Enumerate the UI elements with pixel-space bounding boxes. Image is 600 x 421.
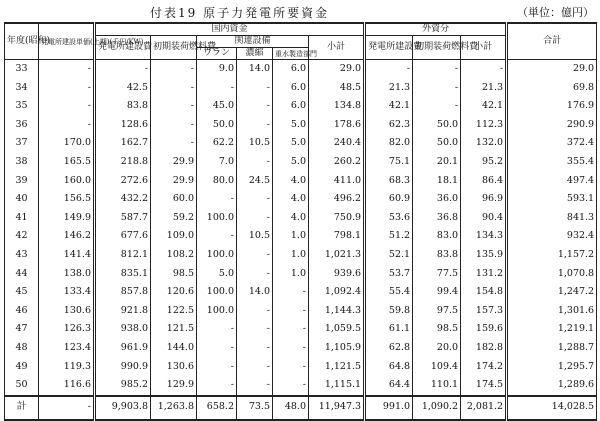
value-cell: 1,219.1 xyxy=(507,320,597,339)
value-cell: 182.8 xyxy=(461,339,507,358)
value-cell: 1.0 xyxy=(273,265,309,284)
value-cell: - xyxy=(151,60,197,79)
value-cell: 1,121.5 xyxy=(309,358,365,377)
value-cell: 497.4 xyxy=(507,172,597,191)
value-cell: 112.3 xyxy=(461,116,507,135)
value-cell: 77.5 xyxy=(413,265,461,284)
value-cell: - xyxy=(151,79,197,98)
value-cell: 932.4 xyxy=(507,227,597,246)
year-cell: 46 xyxy=(5,302,39,321)
value-cell: 149.9 xyxy=(39,209,95,228)
value-cell: 162.7 xyxy=(95,134,151,153)
value-cell: - xyxy=(197,190,237,209)
value-cell: 841.3 xyxy=(507,209,597,228)
value-cell: - xyxy=(39,396,95,420)
value-cell: 5.0 xyxy=(273,153,309,172)
value-cell: 29.9 xyxy=(151,153,197,172)
value-cell: 100.0 xyxy=(197,209,237,228)
value-cell: 4.0 xyxy=(273,209,309,228)
value-cell: 9.0 xyxy=(197,60,237,79)
value-cell: 64.8 xyxy=(365,358,413,377)
value-cell: 658.2 xyxy=(197,396,237,420)
value-cell: 138.0 xyxy=(39,265,95,284)
funding-table xyxy=(4,22,597,421)
value-cell: - xyxy=(237,209,273,228)
value-cell: 122.5 xyxy=(151,302,197,321)
table-row xyxy=(5,134,597,153)
value-cell: 921.8 xyxy=(95,302,151,321)
table-row xyxy=(5,153,597,172)
value-cell: 52.1 xyxy=(365,246,413,265)
value-cell: 1,021.3 xyxy=(309,246,365,265)
header-foreign-subtotal: 小計 xyxy=(461,36,507,60)
value-cell: 60.9 xyxy=(365,190,413,209)
value-cell: 110.1 xyxy=(413,376,461,396)
value-cell: 260.2 xyxy=(309,153,365,172)
value-cell: - xyxy=(197,227,237,246)
value-cell: 939.6 xyxy=(309,265,365,284)
value-cell: - xyxy=(237,302,273,321)
value-cell: 48.5 xyxy=(309,79,365,98)
value-cell: 73.5 xyxy=(237,396,273,420)
value-cell: 98.5 xyxy=(413,320,461,339)
header-initial-fuel: 初期装荷燃料費 xyxy=(151,36,197,60)
value-cell: 1,092.4 xyxy=(309,283,365,302)
value-cell: 29.9 xyxy=(151,172,197,191)
value-cell: 96.9 xyxy=(461,190,507,209)
value-cell: - xyxy=(413,97,461,116)
header-subtotal: 小計 xyxy=(309,36,365,60)
value-cell: - xyxy=(273,358,309,377)
value-cell: 51.2 xyxy=(365,227,413,246)
table-row xyxy=(5,97,597,116)
value-cell: 496.2 xyxy=(309,190,365,209)
header-domestic: 国内資金 xyxy=(95,23,365,36)
header-unit-cost: 発電所建設単価(上期)(千円/KW) xyxy=(39,23,95,60)
value-cell: 1.0 xyxy=(273,246,309,265)
value-cell: 985.2 xyxy=(95,376,151,396)
value-cell: 98.5 xyxy=(151,265,197,284)
value-cell: 14.0 xyxy=(237,283,273,302)
header-enrichment: 濃縮 xyxy=(237,48,273,60)
value-cell: 121.5 xyxy=(151,320,197,339)
value-cell: 53.7 xyxy=(365,265,413,284)
value-cell: 83.0 xyxy=(413,227,461,246)
value-cell: - xyxy=(273,302,309,321)
value-cell: 100.0 xyxy=(197,246,237,265)
value-cell: 4.0 xyxy=(273,190,309,209)
value-cell: 62.2 xyxy=(197,134,237,153)
value-cell: 2,081.2 xyxy=(461,396,507,420)
value-cell: 48.0 xyxy=(273,396,309,420)
value-cell: - xyxy=(39,60,95,79)
value-cell: 29.0 xyxy=(507,60,597,79)
value-cell: 4.0 xyxy=(273,172,309,191)
value-cell: 55.4 xyxy=(365,283,413,302)
value-cell: 290.9 xyxy=(507,116,597,135)
value-cell: 126.3 xyxy=(39,320,95,339)
value-cell: 593.1 xyxy=(507,190,597,209)
table-row xyxy=(5,172,597,191)
value-cell: 20.1 xyxy=(413,153,461,172)
value-cell: - xyxy=(237,97,273,116)
value-cell: 50.0 xyxy=(413,134,461,153)
value-cell: 80.0 xyxy=(197,172,237,191)
year-cell: 50 xyxy=(5,376,39,396)
value-cell: 1,157.2 xyxy=(507,246,597,265)
value-cell: 1.0 xyxy=(273,227,309,246)
value-cell: 134.8 xyxy=(309,97,365,116)
table-row xyxy=(5,79,597,98)
value-cell: 97.5 xyxy=(413,302,461,321)
value-cell: 1,105.9 xyxy=(309,339,365,358)
value-cell: 50.0 xyxy=(413,116,461,135)
value-cell: 109.4 xyxy=(413,358,461,377)
value-cell: 1,247.2 xyxy=(507,283,597,302)
value-cell: 120.6 xyxy=(151,283,197,302)
value-cell: - xyxy=(365,60,413,79)
table-row xyxy=(5,376,597,396)
value-cell: 10.5 xyxy=(237,134,273,153)
value-cell: 128.6 xyxy=(95,116,151,135)
value-cell: 157.3 xyxy=(461,302,507,321)
header-year: 年度(昭和) xyxy=(5,23,39,60)
value-cell: 129.9 xyxy=(151,376,197,396)
total-row xyxy=(5,396,597,420)
value-cell: 174.5 xyxy=(461,376,507,396)
year-cell: 49 xyxy=(5,358,39,377)
value-cell: 75.1 xyxy=(365,153,413,172)
value-cell: - xyxy=(461,60,507,79)
value-cell: - xyxy=(413,60,461,79)
value-cell: 119.3 xyxy=(39,358,95,377)
value-cell: 18.1 xyxy=(413,172,461,191)
value-cell: 10.5 xyxy=(237,227,273,246)
value-cell: 62.3 xyxy=(365,116,413,135)
value-cell: 109.0 xyxy=(151,227,197,246)
value-cell: 432.2 xyxy=(95,190,151,209)
value-cell: 21.3 xyxy=(365,79,413,98)
value-cell: 240.4 xyxy=(309,134,365,153)
table-row xyxy=(5,320,597,339)
value-cell: 123.4 xyxy=(39,339,95,358)
table-row xyxy=(5,358,597,377)
table-row xyxy=(5,246,597,265)
unit-label: （単位：億円） xyxy=(517,6,594,19)
value-cell: 29.0 xyxy=(309,60,365,79)
value-cell: 160.0 xyxy=(39,172,95,191)
year-cell: 41 xyxy=(5,209,39,228)
value-cell: 961.9 xyxy=(95,339,151,358)
value-cell: 6.0 xyxy=(273,60,309,79)
value-cell: 1,115.1 xyxy=(309,376,365,396)
value-cell: 60.0 xyxy=(151,190,197,209)
value-cell: 100.0 xyxy=(197,302,237,321)
value-cell: 59.2 xyxy=(151,209,197,228)
value-cell: 1,263.8 xyxy=(151,396,197,420)
value-cell: 131.2 xyxy=(461,265,507,284)
table-row xyxy=(5,227,597,246)
value-cell: 750.9 xyxy=(309,209,365,228)
value-cell: 53.6 xyxy=(365,209,413,228)
table-row xyxy=(5,283,597,302)
value-cell: 798.1 xyxy=(309,227,365,246)
year-cell: 37 xyxy=(5,134,39,153)
value-cell: - xyxy=(197,79,237,98)
header-foreign-initial-fuel: 初期装荷燃料費 xyxy=(413,36,461,60)
value-cell: 61.1 xyxy=(365,320,413,339)
value-cell: 90.4 xyxy=(461,209,507,228)
year-cell: 44 xyxy=(5,265,39,284)
value-cell: 108.2 xyxy=(151,246,197,265)
value-cell: 7.0 xyxy=(197,153,237,172)
value-cell: 835.1 xyxy=(95,265,151,284)
value-cell: 6.0 xyxy=(273,97,309,116)
year-cell: 43 xyxy=(5,246,39,265)
value-cell: 156.5 xyxy=(39,190,95,209)
header-related: 関連設備 xyxy=(197,36,309,48)
value-cell: - xyxy=(237,265,273,284)
value-cell: 14,028.5 xyxy=(507,396,597,420)
value-cell: 1,295.7 xyxy=(507,358,597,377)
value-cell: 1,288.7 xyxy=(507,339,597,358)
value-cell: 69.8 xyxy=(507,79,597,98)
value-cell: 68.3 xyxy=(365,172,413,191)
value-cell: 176.9 xyxy=(507,97,597,116)
value-cell: 1,301.6 xyxy=(507,302,597,321)
table-row xyxy=(5,302,597,321)
value-cell: - xyxy=(197,358,237,377)
value-cell: 36.0 xyxy=(413,190,461,209)
value-cell: - xyxy=(413,79,461,98)
value-cell: - xyxy=(197,339,237,358)
value-cell: 62.8 xyxy=(365,339,413,358)
header-total: 合計 xyxy=(507,23,597,60)
value-cell: - xyxy=(273,339,309,358)
value-cell: 991.0 xyxy=(365,396,413,420)
value-cell: 154.8 xyxy=(461,283,507,302)
value-cell: 5.0 xyxy=(197,265,237,284)
value-cell: - xyxy=(237,116,273,135)
value-cell: 146.2 xyxy=(39,227,95,246)
value-cell: 99.4 xyxy=(413,283,461,302)
value-cell: 83.8 xyxy=(413,246,461,265)
value-cell: - xyxy=(237,153,273,172)
value-cell: 134.3 xyxy=(461,227,507,246)
header-foreign-construction: 発電所建設費 xyxy=(365,36,413,60)
year-cell: 47 xyxy=(5,320,39,339)
value-cell: 59.8 xyxy=(365,302,413,321)
value-cell: 1,070.8 xyxy=(507,265,597,284)
value-cell: - xyxy=(39,79,95,98)
header-uranium: ウラン xyxy=(197,48,237,60)
value-cell: 411.0 xyxy=(309,172,365,191)
value-cell: 144.0 xyxy=(151,339,197,358)
value-cell: 677.6 xyxy=(95,227,151,246)
value-cell: 24.5 xyxy=(237,172,273,191)
value-cell: 6.0 xyxy=(273,79,309,98)
value-cell: 170.0 xyxy=(39,134,95,153)
value-cell: - xyxy=(95,60,151,79)
year-cell: 40 xyxy=(5,190,39,209)
value-cell: - xyxy=(197,320,237,339)
value-cell: 355.4 xyxy=(507,153,597,172)
value-cell: - xyxy=(237,79,273,98)
value-cell: 50.0 xyxy=(197,116,237,135)
header-foreign: 外資分 xyxy=(365,23,507,36)
value-cell: 42.1 xyxy=(461,97,507,116)
year-cell: 42 xyxy=(5,227,39,246)
year-cell: 34 xyxy=(5,79,39,98)
table-row xyxy=(5,190,597,209)
value-cell: 42.5 xyxy=(95,79,151,98)
header-construction: 発電所建設費 xyxy=(95,36,151,60)
value-cell: - xyxy=(151,116,197,135)
value-cell: 45.0 xyxy=(197,97,237,116)
value-cell: 130.6 xyxy=(151,358,197,377)
value-cell: - xyxy=(273,283,309,302)
year-cell: 45 xyxy=(5,283,39,302)
value-cell: 83.8 xyxy=(95,97,151,116)
value-cell: - xyxy=(151,134,197,153)
value-cell: 130.6 xyxy=(39,302,95,321)
value-cell: 64.4 xyxy=(365,376,413,396)
year-cell: 38 xyxy=(5,153,39,172)
value-cell: 372.4 xyxy=(507,134,597,153)
value-cell: 20.0 xyxy=(413,339,461,358)
table-row xyxy=(5,60,597,79)
value-cell: 86.4 xyxy=(461,172,507,191)
value-cell: 95.2 xyxy=(461,153,507,172)
table-title: 付表19 原子力発電所要資金 xyxy=(150,6,330,20)
value-cell: - xyxy=(237,246,273,265)
value-cell: - xyxy=(237,190,273,209)
year-cell: 35 xyxy=(5,97,39,116)
value-cell: - xyxy=(237,358,273,377)
value-cell: 587.7 xyxy=(95,209,151,228)
value-cell: 36.8 xyxy=(413,209,461,228)
value-cell: 812.1 xyxy=(95,246,151,265)
value-cell: 135.9 xyxy=(461,246,507,265)
value-cell: 14.0 xyxy=(237,60,273,79)
value-cell: 100.0 xyxy=(197,283,237,302)
value-cell: - xyxy=(39,97,95,116)
value-cell: 218.8 xyxy=(95,153,151,172)
value-cell: 165.5 xyxy=(39,153,95,172)
value-cell: 1,090.2 xyxy=(413,396,461,420)
year-cell: 36 xyxy=(5,116,39,135)
value-cell: 1,059.5 xyxy=(309,320,365,339)
value-cell: 133.4 xyxy=(39,283,95,302)
year-cell: 33 xyxy=(5,60,39,79)
value-cell: 5.0 xyxy=(273,134,309,153)
table-row xyxy=(5,339,597,358)
value-cell: 11,947.3 xyxy=(309,396,365,420)
value-cell: 178.6 xyxy=(309,116,365,135)
value-cell: 1,289.6 xyxy=(507,376,597,396)
value-cell: - xyxy=(237,339,273,358)
value-cell: - xyxy=(39,116,95,135)
value-cell: 21.3 xyxy=(461,79,507,98)
value-cell: - xyxy=(197,376,237,396)
value-cell: 174.2 xyxy=(461,358,507,377)
table-row xyxy=(5,265,597,284)
year-cell: 39 xyxy=(5,172,39,191)
value-cell: 132.0 xyxy=(461,134,507,153)
value-cell: 272.6 xyxy=(95,172,151,191)
value-cell: 42.1 xyxy=(365,97,413,116)
value-cell: 116.6 xyxy=(39,376,95,396)
value-cell: 857.8 xyxy=(95,283,151,302)
value-cell: - xyxy=(237,376,273,396)
value-cell: 141.4 xyxy=(39,246,95,265)
table-row xyxy=(5,209,597,228)
value-cell: 990.9 xyxy=(95,358,151,377)
value-cell: - xyxy=(237,320,273,339)
value-cell: - xyxy=(151,97,197,116)
value-cell: 5.0 xyxy=(273,116,309,135)
year-cell: 48 xyxy=(5,339,39,358)
value-cell: 1,144.3 xyxy=(309,302,365,321)
value-cell: 159.6 xyxy=(461,320,507,339)
year-cell: 計 xyxy=(5,396,39,420)
value-cell: 9,903.8 xyxy=(95,396,151,420)
header-heavy-water: 重水製造部門 xyxy=(273,48,309,60)
value-cell: - xyxy=(273,320,309,339)
value-cell: 82.0 xyxy=(365,134,413,153)
value-cell: - xyxy=(273,376,309,396)
table-row xyxy=(5,116,597,135)
value-cell: 938.0 xyxy=(95,320,151,339)
